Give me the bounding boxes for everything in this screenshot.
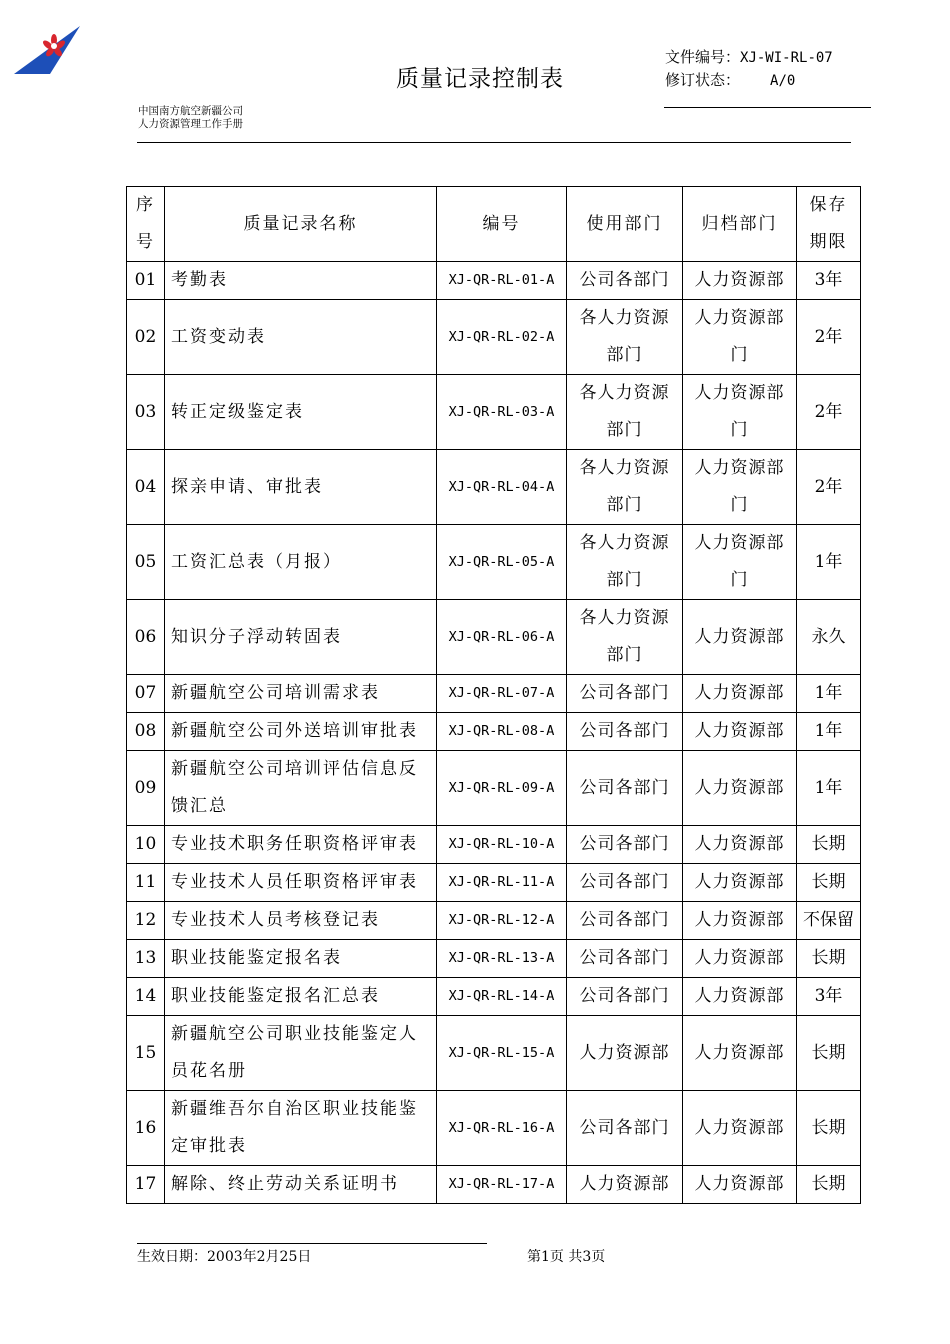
row-retention: 2年 <box>797 300 861 375</box>
row-record-code: XJ-QR-RL-02-A <box>437 300 567 375</box>
row-retention: 长期 <box>797 1016 861 1091</box>
row-use-dept: 公司各部门 <box>567 864 683 902</box>
row-use-dept: 各人力资源部门 <box>567 375 683 450</box>
row-retention: 1年 <box>797 751 861 826</box>
table-row <box>127 262 861 300</box>
row-record-name: 新疆维吾尔自治区职业技能鉴定审批表 <box>165 1091 437 1166</box>
row-archive-dept: 人力资源部 <box>683 978 797 1016</box>
row-seq: 14 <box>127 978 165 1016</box>
row-record-code: XJ-QR-RL-09-A <box>437 751 567 826</box>
row-retention: 2年 <box>797 375 861 450</box>
row-seq: 11 <box>127 864 165 902</box>
row-seq: 13 <box>127 940 165 978</box>
row-seq: 02 <box>127 300 165 375</box>
row-record-name: 新疆航空公司培训需求表 <box>165 675 437 713</box>
row-seq: 16 <box>127 1091 165 1166</box>
row-seq: 04 <box>127 450 165 525</box>
row-archive-dept: 人力资源部门 <box>683 525 797 600</box>
table-row <box>127 751 861 826</box>
row-archive-dept: 人力资源部门 <box>683 375 797 450</box>
table-row <box>127 375 861 450</box>
table-row <box>127 864 861 902</box>
revision-value: A/0 <box>770 73 796 89</box>
row-record-name: 知识分子浮动转固表 <box>165 600 437 675</box>
row-record-code: XJ-QR-RL-15-A <box>437 1016 567 1091</box>
row-use-dept: 公司各部门 <box>567 826 683 864</box>
row-record-code: XJ-QR-RL-14-A <box>437 978 567 1016</box>
doc-number-label: 文件编号： <box>665 48 741 66</box>
row-retention: 1年 <box>797 675 861 713</box>
row-use-dept: 人力资源部 <box>567 1016 683 1091</box>
row-archive-dept: 人力资源部 <box>683 1091 797 1166</box>
table-row <box>127 940 861 978</box>
row-use-dept: 人力资源部 <box>567 1166 683 1204</box>
row-archive-dept: 人力资源部 <box>683 826 797 864</box>
row-record-name: 探亲申请、审批表 <box>165 450 437 525</box>
row-record-name: 转正定级鉴定表 <box>165 375 437 450</box>
airline-logo-icon <box>14 26 80 76</box>
row-record-name: 专业技术人员任职资格评审表 <box>165 864 437 902</box>
doc-number-value: XJ-WI-RL-07 <box>740 50 833 66</box>
row-record-name: 考勤表 <box>165 262 437 300</box>
row-archive-dept: 人力资源部门 <box>683 300 797 375</box>
row-retention: 3年 <box>797 262 861 300</box>
row-record-name: 职业技能鉴定报名表 <box>165 940 437 978</box>
column-header-name: 质量记录名称 <box>165 187 437 262</box>
row-use-dept: 各人力资源部门 <box>567 600 683 675</box>
row-use-dept: 公司各部门 <box>567 902 683 940</box>
row-retention: 3年 <box>797 978 861 1016</box>
row-use-dept: 公司各部门 <box>567 978 683 1016</box>
row-record-code: XJ-QR-RL-03-A <box>437 375 567 450</box>
row-record-code: XJ-QR-RL-08-A <box>437 713 567 751</box>
row-archive-dept: 人力资源部 <box>683 713 797 751</box>
row-retention: 长期 <box>797 864 861 902</box>
row-seq: 12 <box>127 902 165 940</box>
row-record-code: XJ-QR-RL-06-A <box>437 600 567 675</box>
table-header-row <box>127 187 861 262</box>
column-header-use-dept: 使用部门 <box>567 187 683 262</box>
row-record-code: XJ-QR-RL-13-A <box>437 940 567 978</box>
table-row <box>127 826 861 864</box>
row-retention: 长期 <box>797 1166 861 1204</box>
company-block <box>138 105 243 131</box>
row-retention: 长期 <box>797 940 861 978</box>
row-record-code: XJ-QR-RL-01-A <box>437 262 567 300</box>
row-archive-dept: 人力资源部 <box>683 262 797 300</box>
row-record-name: 专业技术人员考核登记表 <box>165 902 437 940</box>
document-title: 质量记录控制表 <box>396 66 564 92</box>
row-record-code: XJ-QR-RL-17-A <box>437 1166 567 1204</box>
row-archive-dept: 人力资源部 <box>683 1016 797 1091</box>
table-row <box>127 1166 861 1204</box>
effective-date: 生效日期：2003年2月25日 <box>137 1249 312 1265</box>
row-use-dept: 各人力资源部门 <box>567 525 683 600</box>
row-archive-dept: 人力资源部 <box>683 902 797 940</box>
row-seq: 15 <box>127 1016 165 1091</box>
table-body <box>127 262 861 1204</box>
table-row <box>127 1091 861 1166</box>
row-seq: 05 <box>127 525 165 600</box>
row-record-name: 职业技能鉴定报名汇总表 <box>165 978 437 1016</box>
row-seq: 06 <box>127 600 165 675</box>
row-retention: 永久 <box>797 600 861 675</box>
footer-divider <box>137 1243 487 1244</box>
header-divider <box>137 142 851 143</box>
row-use-dept: 公司各部门 <box>567 262 683 300</box>
row-record-code: XJ-QR-RL-07-A <box>437 675 567 713</box>
row-record-name: 专业技术职务任职资格评审表 <box>165 826 437 864</box>
revision-label: 修订状态： <box>665 71 741 89</box>
row-seq: 07 <box>127 675 165 713</box>
row-record-code: XJ-QR-RL-10-A <box>437 826 567 864</box>
meta-divider <box>664 107 871 108</box>
row-record-name: 新疆航空公司培训评估信息反馈汇总 <box>165 751 437 826</box>
row-archive-dept: 人力资源部 <box>683 600 797 675</box>
table-row <box>127 675 861 713</box>
column-header-code: 编号 <box>437 187 567 262</box>
row-record-name: 工资汇总表（月报） <box>165 525 437 600</box>
row-seq: 09 <box>127 751 165 826</box>
row-record-name: 新疆航空公司职业技能鉴定人员花名册 <box>165 1016 437 1091</box>
row-seq: 03 <box>127 375 165 450</box>
row-retention: 1年 <box>797 525 861 600</box>
row-record-name: 工资变动表 <box>165 300 437 375</box>
column-header-retention: 保存期限 <box>797 187 861 262</box>
row-retention: 2年 <box>797 450 861 525</box>
row-record-code: XJ-QR-RL-11-A <box>437 864 567 902</box>
row-use-dept: 各人力资源部门 <box>567 450 683 525</box>
row-archive-dept: 人力资源部 <box>683 1166 797 1204</box>
table-row <box>127 713 861 751</box>
row-archive-dept: 人力资源部 <box>683 675 797 713</box>
table-row <box>127 600 861 675</box>
quality-records-table <box>126 186 861 1204</box>
table-row <box>127 978 861 1016</box>
row-record-code: XJ-QR-RL-04-A <box>437 450 567 525</box>
manual-name: 人力资源管理工作手册 <box>138 118 243 130</box>
document-meta <box>665 46 833 92</box>
row-record-code: XJ-QR-RL-16-A <box>437 1091 567 1166</box>
table-row <box>127 902 861 940</box>
row-archive-dept: 人力资源部门 <box>683 450 797 525</box>
row-record-name: 新疆航空公司外送培训审批表 <box>165 713 437 751</box>
row-seq: 08 <box>127 713 165 751</box>
row-seq: 17 <box>127 1166 165 1204</box>
table-row <box>127 450 861 525</box>
row-seq: 01 <box>127 262 165 300</box>
row-retention: 长期 <box>797 1091 861 1166</box>
table-row <box>127 1016 861 1091</box>
row-record-code: XJ-QR-RL-12-A <box>437 902 567 940</box>
row-use-dept: 公司各部门 <box>567 1091 683 1166</box>
row-use-dept: 公司各部门 <box>567 675 683 713</box>
row-use-dept: 各人力资源部门 <box>567 300 683 375</box>
row-retention: 不保留 <box>797 902 861 940</box>
row-record-code: XJ-QR-RL-05-A <box>437 525 567 600</box>
row-archive-dept: 人力资源部 <box>683 940 797 978</box>
row-retention: 1年 <box>797 713 861 751</box>
column-header-seq: 序号 <box>127 187 165 262</box>
row-seq: 10 <box>127 826 165 864</box>
row-retention: 长期 <box>797 826 861 864</box>
row-use-dept: 公司各部门 <box>567 751 683 826</box>
row-archive-dept: 人力资源部 <box>683 751 797 826</box>
row-archive-dept: 人力资源部 <box>683 864 797 902</box>
column-header-archive-dept: 归档部门 <box>683 187 797 262</box>
row-record-name: 解除、终止劳动关系证明书 <box>165 1166 437 1204</box>
row-use-dept: 公司各部门 <box>567 713 683 751</box>
table-row <box>127 300 861 375</box>
table-row <box>127 525 861 600</box>
row-use-dept: 公司各部门 <box>567 940 683 978</box>
company-name: 中国南方航空新疆公司 <box>138 105 243 117</box>
page-info: 第1页 共3页 <box>527 1249 606 1265</box>
